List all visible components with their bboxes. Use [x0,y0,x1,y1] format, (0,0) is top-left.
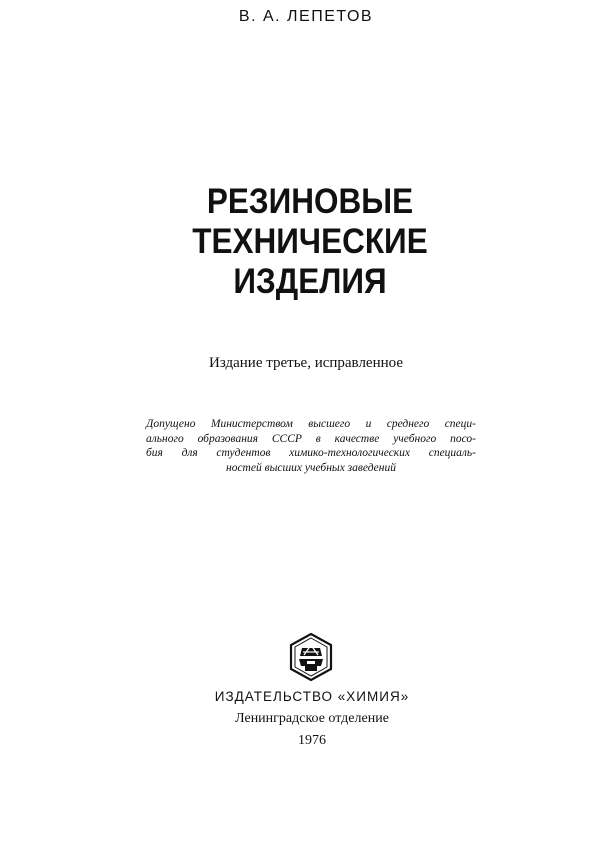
author-name: В. А. ЛЕПЕТОВ [238,8,374,25]
publisher-branch: Ленинградское отделение [235,711,389,726]
approval-line-4: ностей высших учебных заведений [225,461,396,474]
publisher-name: ИЗДАТЕЛЬСТВО «ХИМИЯ» [214,689,410,704]
approval-line-3: бия для студентов химико-технологических специаль- [146,447,476,459]
approval-statement [146,417,476,475]
publisher-block [0,686,612,752]
book-title-line-2: ТЕХНИЧЕСКИЕ [192,222,428,261]
approval-line-2: ального образования СССР в качестве учебного посо- [146,432,476,445]
book-title [31,182,589,302]
book-title-line-3: ИЗДЕЛИЯ [233,262,387,301]
edition-note: Издание третье, исправленное [209,355,403,371]
publication-year: 1976 [298,733,326,748]
book-title-line-1: РЕЗИНОВЫЕ [206,182,414,221]
publisher-emblem-icon [286,632,336,682]
approval-line-1: Допущено Министерством высшего и среднего специ- [146,418,476,430]
